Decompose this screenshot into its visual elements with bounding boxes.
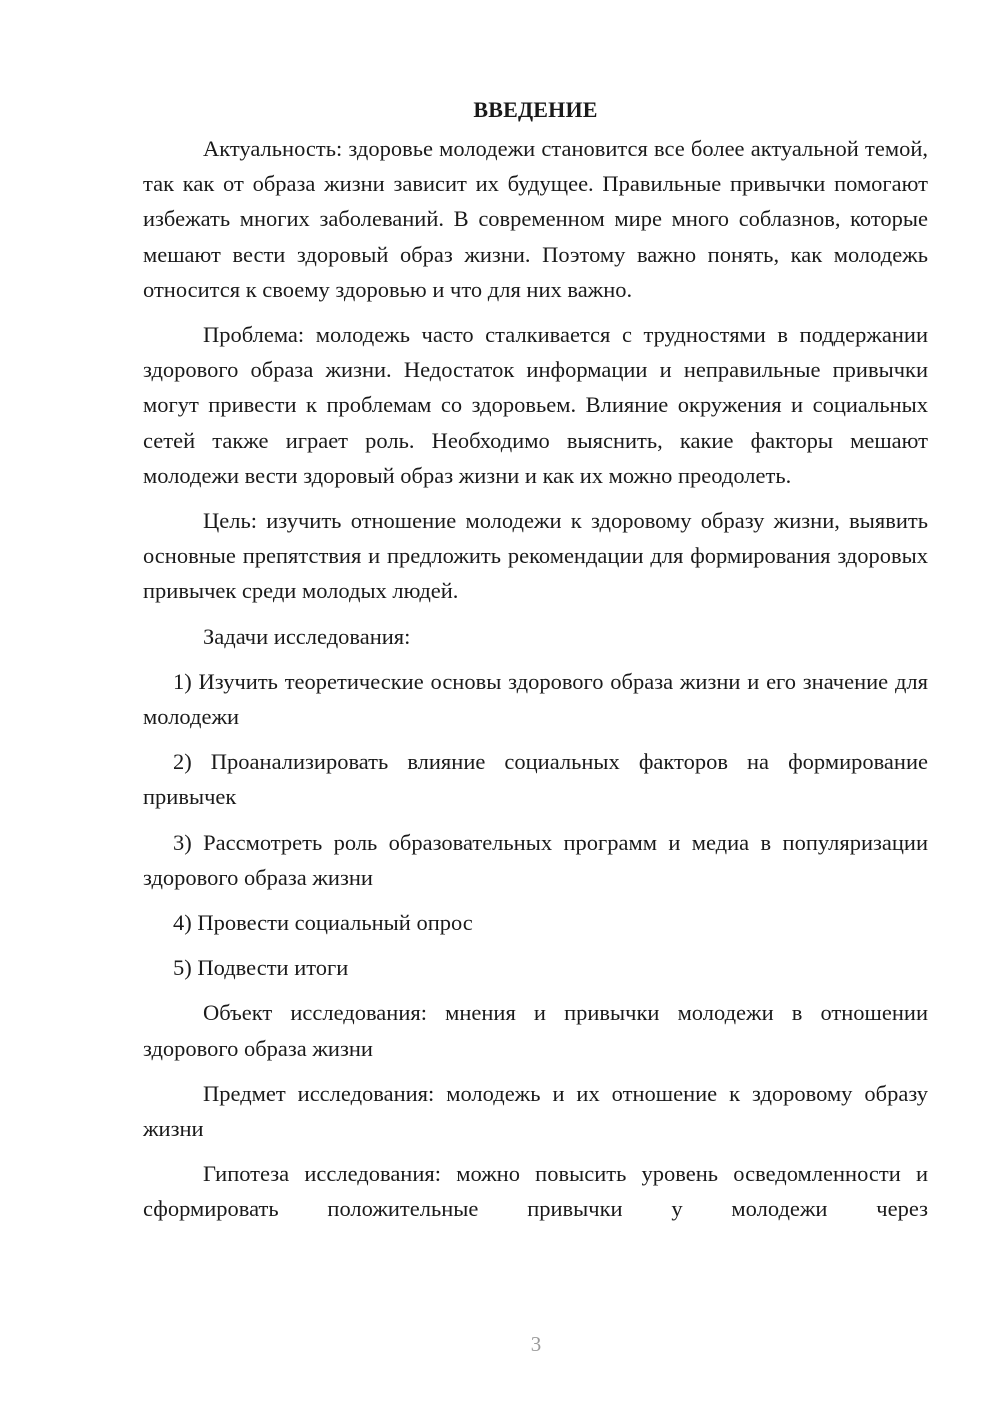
paragraph-goal: Цель: изучить отношение молодежи к здоровому образу жизни, выявить основные препятствия и предложить рекомендации для формирования здоровых привычек среди молодых людей.	[143, 508, 928, 604]
list-item: 3) Рассмотреть роль образовательных программ и медиа в популяризации здорового образа жизни	[143, 829, 928, 890]
list-item: 1) Изучить теоретические основы здорового образа жизни и его значение для молодежи	[143, 668, 928, 730]
list-item: 5) Подвести итоги	[173, 955, 349, 981]
document-page	[143, 92, 928, 1237]
document-title: ВВЕДЕНИЕ	[473, 97, 598, 122]
paragraph-object: Объект исследования: мнения и привычки молодежи в отношении здорового образа жизни	[143, 1000, 928, 1061]
list-item: 4) Провести социальный опрос	[173, 910, 473, 936]
paragraph-problem: Проблема: молодежь часто сталкивается с трудностями в поддержании здорового образа жизни. Недостаток информации и неправильные привычки могут привести к проблемам со здоровьем. Влияние окружения и социальных сетей также играет роль. Необходимо выяснить, какие факторы мешают молодежи вести здоровый образ жизни и как их можно преодолеть.	[143, 322, 928, 488]
page-number: 3	[530, 1332, 542, 1356]
paragraph-hypothesis: Гипотеза исследования: можно повысить уровень осведомленности и сформировать положительные привычки у молодежи через	[143, 1161, 928, 1222]
tasks-heading: Задачи исследования:	[203, 623, 411, 649]
tasks-list	[143, 664, 928, 986]
list-item: 2) Проанализировать влияние социальных факторов на формирование привычек	[143, 749, 928, 810]
paragraph-relevance: Актуальность: здоровье молодежи становится все более актуальной темой, так как от образа жизни зависит их будущее. Правильные привычки помогают избежать многих заболеваний. В современном мире много соблазнов, которые мешают вести здоровый образ жизни. Поэтому важно понять, как молодежь относится к своему здоровью и что для них важно.	[143, 136, 928, 302]
paragraph-subject: Предмет исследования: молодежь и их отношение к здоровому образу жизни	[143, 1080, 928, 1142]
